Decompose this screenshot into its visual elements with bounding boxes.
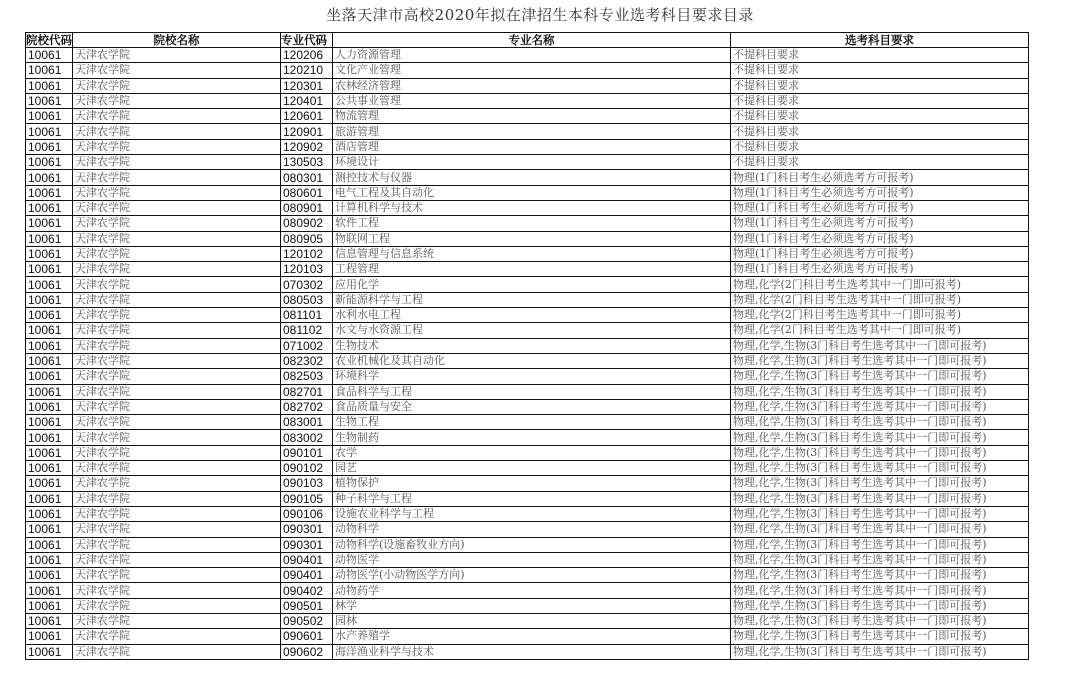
major-code-cell: 090102 <box>281 461 333 476</box>
major-code-cell: 081102 <box>281 323 333 338</box>
school-code-cell: 10061 <box>26 109 73 124</box>
table-row <box>26 430 1029 445</box>
table-row <box>26 124 1029 139</box>
document-title: 坐落天津市高校2020年拟在津招生本科专业选考科目要求目录 <box>326 6 754 24</box>
table-row <box>26 231 1029 246</box>
school-code-cell: 10061 <box>26 476 73 491</box>
school-name-cell: 天津农学院 <box>73 323 281 338</box>
school-name-cell: 天津农学院 <box>73 262 281 277</box>
school-code-cell: 10061 <box>26 124 73 139</box>
table-row <box>26 78 1029 93</box>
major-code-cell: 090401 <box>281 552 333 567</box>
major-name-cell: 电气工程及其自动化 <box>333 185 731 200</box>
major-name-cell: 工程管理 <box>333 262 731 277</box>
requirement-cell: 物理(1门科目考生必须选考方可报考) <box>731 216 1029 231</box>
school-name-cell: 天津农学院 <box>73 231 281 246</box>
major-name-cell: 农林经济管理 <box>333 78 731 93</box>
school-code-cell: 10061 <box>26 430 73 445</box>
major-code-cell: 120210 <box>281 63 333 78</box>
requirement-cell: 物理,化学,生物(3门科目考生选考其中一门即可报考) <box>731 583 1029 598</box>
table-row <box>26 445 1029 460</box>
major-name-cell: 人力资源管理 <box>333 48 731 63</box>
school-name-cell: 天津农学院 <box>73 491 281 506</box>
major-code-cell: 120102 <box>281 246 333 261</box>
requirement-cell: 物理,化学,生物(3门科目考生选考其中一门即可报考) <box>731 415 1029 430</box>
major-name-cell: 软件工程 <box>333 216 731 231</box>
major-code-cell: 090301 <box>281 522 333 537</box>
requirement-cell: 物理,化学(2门科目考生选考其中一门即可报考) <box>731 292 1029 307</box>
school-code-cell: 10061 <box>26 185 73 200</box>
major-name-cell: 水利水电工程 <box>333 308 731 323</box>
major-name-cell: 物流管理 <box>333 109 731 124</box>
requirement-cell: 物理(1门科目考生必须选考方可报考) <box>731 200 1029 215</box>
table-row <box>26 323 1029 338</box>
school-name-cell: 天津农学院 <box>73 613 281 628</box>
school-code-cell: 10061 <box>26 323 73 338</box>
school-code-cell: 10061 <box>26 552 73 567</box>
school-name-cell: 天津农学院 <box>73 93 281 108</box>
requirement-cell: 物理,化学,生物(3门科目考生选考其中一门即可报考) <box>731 430 1029 445</box>
table-row <box>26 109 1029 124</box>
school-code-cell: 10061 <box>26 200 73 215</box>
school-code-cell: 10061 <box>26 292 73 307</box>
table-row <box>26 629 1029 644</box>
school-code-cell: 10061 <box>26 506 73 521</box>
school-code-cell: 10061 <box>26 613 73 628</box>
major-name-cell: 农业机械化及其自动化 <box>333 353 731 368</box>
table-row <box>26 506 1029 521</box>
major-code-cell: 090502 <box>281 613 333 628</box>
header-major-name: 专业名称 <box>333 33 731 48</box>
school-code-cell: 10061 <box>26 231 73 246</box>
table-row <box>26 399 1029 414</box>
school-code-cell: 10061 <box>26 63 73 78</box>
major-code-cell: 083002 <box>281 430 333 445</box>
requirement-cell: 物理(1门科目考生必须选考方可报考) <box>731 262 1029 277</box>
major-code-cell: 080503 <box>281 292 333 307</box>
requirement-cell: 不提科目要求 <box>731 93 1029 108</box>
major-code-cell: 083001 <box>281 415 333 430</box>
major-name-cell: 信息管理与信息系统 <box>333 246 731 261</box>
major-code-cell: 082702 <box>281 399 333 414</box>
major-code-cell: 090105 <box>281 491 333 506</box>
major-name-cell: 应用化学 <box>333 277 731 292</box>
school-name-cell: 天津农学院 <box>73 338 281 353</box>
table-row <box>26 598 1029 613</box>
major-code-cell: 080902 <box>281 216 333 231</box>
requirement-cell: 物理,化学,生物(3门科目考生选考其中一门即可报考) <box>731 613 1029 628</box>
school-code-cell: 10061 <box>26 522 73 537</box>
major-code-cell: 081101 <box>281 308 333 323</box>
school-code-cell: 10061 <box>26 277 73 292</box>
major-name-cell: 公共事业管理 <box>333 93 731 108</box>
school-name-cell: 天津农学院 <box>73 552 281 567</box>
major-name-cell: 文化产业管理 <box>333 63 731 78</box>
table-header-row <box>26 33 1029 48</box>
school-name-cell: 天津农学院 <box>73 155 281 170</box>
header-school-name: 院校名称 <box>73 33 281 48</box>
school-name-cell: 天津农学院 <box>73 246 281 261</box>
major-code-cell: 090103 <box>281 476 333 491</box>
school-name-cell: 天津农学院 <box>73 568 281 583</box>
subject-requirements-table <box>25 32 1029 660</box>
requirement-cell: 物理,化学,生物(3门科目考生选考其中一门即可报考) <box>731 353 1029 368</box>
school-name-cell: 天津农学院 <box>73 124 281 139</box>
table-row <box>26 170 1029 185</box>
major-name-cell: 环境设计 <box>333 155 731 170</box>
table-row <box>26 353 1029 368</box>
major-name-cell: 食品质量与安全 <box>333 399 731 414</box>
requirement-cell: 物理,化学(2门科目考生选考其中一门即可报考) <box>731 277 1029 292</box>
requirement-cell: 不提科目要求 <box>731 48 1029 63</box>
major-name-cell: 计算机科学与技术 <box>333 200 731 215</box>
major-name-cell: 海洋渔业科学与技术 <box>333 644 731 659</box>
major-code-cell: 090106 <box>281 506 333 521</box>
table-row <box>26 568 1029 583</box>
major-code-cell: 130503 <box>281 155 333 170</box>
major-name-cell: 植物保护 <box>333 476 731 491</box>
school-code-cell: 10061 <box>26 139 73 154</box>
school-name-cell: 天津农学院 <box>73 506 281 521</box>
school-name-cell: 天津农学院 <box>73 598 281 613</box>
requirement-cell: 物理,化学,生物(3门科目考生选考其中一门即可报考) <box>731 506 1029 521</box>
requirement-cell: 物理,化学,生物(3门科目考生选考其中一门即可报考) <box>731 491 1029 506</box>
major-code-cell: 090301 <box>281 537 333 552</box>
school-name-cell: 天津农学院 <box>73 583 281 598</box>
table-row <box>26 552 1029 567</box>
requirement-cell: 物理,化学,生物(3门科目考生选考其中一门即可报考) <box>731 644 1029 659</box>
requirement-cell: 物理,化学,生物(3门科目考生选考其中一门即可报考) <box>731 445 1029 460</box>
requirement-cell: 物理,化学,生物(3门科目考生选考其中一门即可报考) <box>731 568 1029 583</box>
school-code-cell: 10061 <box>26 461 73 476</box>
school-name-cell: 天津农学院 <box>73 48 281 63</box>
table-row <box>26 338 1029 353</box>
school-code-cell: 10061 <box>26 369 73 384</box>
table-row <box>26 200 1029 215</box>
requirement-cell: 物理,化学,生物(3门科目考生选考其中一门即可报考) <box>731 399 1029 414</box>
school-name-cell: 天津农学院 <box>73 537 281 552</box>
major-code-cell: 120206 <box>281 48 333 63</box>
school-name-cell: 天津农学院 <box>73 292 281 307</box>
table-row <box>26 246 1029 261</box>
major-code-cell: 070302 <box>281 277 333 292</box>
major-code-cell: 082302 <box>281 353 333 368</box>
major-name-cell: 食品科学与工程 <box>333 384 731 399</box>
major-code-cell: 082701 <box>281 384 333 399</box>
school-code-cell: 10061 <box>26 445 73 460</box>
requirement-cell: 物理(1门科目考生必须选考方可报考) <box>731 231 1029 246</box>
major-name-cell: 农学 <box>333 445 731 460</box>
major-code-cell: 071002 <box>281 338 333 353</box>
school-code-cell: 10061 <box>26 170 73 185</box>
major-code-cell: 080301 <box>281 170 333 185</box>
major-name-cell: 生物工程 <box>333 415 731 430</box>
school-name-cell: 天津农学院 <box>73 277 281 292</box>
table-row <box>26 415 1029 430</box>
table-row <box>26 522 1029 537</box>
major-code-cell: 120902 <box>281 139 333 154</box>
school-code-cell: 10061 <box>26 246 73 261</box>
major-name-cell: 环境科学 <box>333 369 731 384</box>
table-row <box>26 48 1029 63</box>
school-name-cell: 天津农学院 <box>73 415 281 430</box>
header-school-code: 院校代码 <box>26 33 72 47</box>
table-row <box>26 644 1029 659</box>
school-code-cell: 10061 <box>26 155 73 170</box>
school-name-cell: 天津农学院 <box>73 216 281 231</box>
table-row <box>26 537 1029 552</box>
table-row <box>26 216 1029 231</box>
table-row <box>26 292 1029 307</box>
school-name-cell: 天津农学院 <box>73 399 281 414</box>
table-row <box>26 139 1029 154</box>
school-code-cell: 10061 <box>26 262 73 277</box>
major-code-cell: 090501 <box>281 598 333 613</box>
major-name-cell: 设施农业科学与工程 <box>333 506 731 521</box>
major-name-cell: 动物药学 <box>333 583 731 598</box>
header-subject-requirement: 选考科目要求 <box>731 33 1029 48</box>
requirement-cell: 物理,化学,生物(3门科目考生选考其中一门即可报考) <box>731 476 1029 491</box>
school-name-cell: 天津农学院 <box>73 629 281 644</box>
table-row <box>26 93 1029 108</box>
requirement-cell: 物理(1门科目考生必须选考方可报考) <box>731 185 1029 200</box>
school-name-cell: 天津农学院 <box>73 476 281 491</box>
school-name-cell: 天津农学院 <box>73 139 281 154</box>
requirement-cell: 物理,化学,生物(3门科目考生选考其中一门即可报考) <box>731 369 1029 384</box>
major-name-cell: 酒店管理 <box>333 139 731 154</box>
major-name-cell: 生物技术 <box>333 338 731 353</box>
major-code-cell: 120301 <box>281 78 333 93</box>
school-code-cell: 10061 <box>26 537 73 552</box>
major-name-cell: 园艺 <box>333 461 731 476</box>
requirement-cell: 不提科目要求 <box>731 124 1029 139</box>
major-name-cell: 动物医学 <box>333 552 731 567</box>
table-row <box>26 262 1029 277</box>
requirement-cell: 物理,化学,生物(3门科目考生选考其中一门即可报考) <box>731 537 1029 552</box>
table-row <box>26 583 1029 598</box>
major-code-cell: 090402 <box>281 583 333 598</box>
major-code-cell: 082503 <box>281 369 333 384</box>
major-code-cell: 120103 <box>281 262 333 277</box>
major-name-cell: 动物科学 <box>333 522 731 537</box>
requirement-cell: 物理,化学(2门科目考生选考其中一门即可报考) <box>731 323 1029 338</box>
major-name-cell: 动物科学(设施畜牧业方向) <box>333 537 731 552</box>
school-code-cell: 10061 <box>26 644 73 659</box>
major-name-cell: 测控技术与仪器 <box>333 170 731 185</box>
school-name-cell: 天津农学院 <box>73 644 281 659</box>
major-name-cell: 新能源科学与工程 <box>333 292 731 307</box>
major-name-cell: 旅游管理 <box>333 124 731 139</box>
school-name-cell: 天津农学院 <box>73 78 281 93</box>
school-code-cell: 10061 <box>26 399 73 414</box>
school-name-cell: 天津农学院 <box>73 369 281 384</box>
table-row <box>26 613 1029 628</box>
table-row <box>26 491 1029 506</box>
school-name-cell: 天津农学院 <box>73 200 281 215</box>
table-row <box>26 476 1029 491</box>
school-code-cell: 10061 <box>26 583 73 598</box>
school-name-cell: 天津农学院 <box>73 445 281 460</box>
major-code-cell: 120601 <box>281 109 333 124</box>
school-name-cell: 天津农学院 <box>73 109 281 124</box>
major-name-cell: 种子科学与工程 <box>333 491 731 506</box>
school-code-cell: 10061 <box>26 78 73 93</box>
major-code-cell: 090602 <box>281 644 333 659</box>
requirement-cell: 物理,化学,生物(3门科目考生选考其中一门即可报考) <box>731 384 1029 399</box>
requirement-cell: 物理,化学,生物(3门科目考生选考其中一门即可报考) <box>731 522 1029 537</box>
school-code-cell: 10061 <box>26 48 73 63</box>
major-name-cell: 物联网工程 <box>333 231 731 246</box>
requirement-cell: 物理,化学,生物(3门科目考生选考其中一门即可报考) <box>731 461 1029 476</box>
school-code-cell: 10061 <box>26 338 73 353</box>
major-name-cell: 林学 <box>333 598 731 613</box>
major-name-cell: 水文与水资源工程 <box>333 323 731 338</box>
major-code-cell: 090101 <box>281 445 333 460</box>
major-name-cell: 生物制药 <box>333 430 731 445</box>
major-code-cell: 090601 <box>281 629 333 644</box>
school-code-cell: 10061 <box>26 629 73 644</box>
school-name-cell: 天津农学院 <box>73 522 281 537</box>
requirement-cell: 物理,化学,生物(3门科目考生选考其中一门即可报考) <box>731 598 1029 613</box>
requirement-cell: 物理,化学,生物(3门科目考生选考其中一门即可报考) <box>731 338 1029 353</box>
requirement-cell: 物理(1门科目考生必须选考方可报考) <box>731 246 1029 261</box>
school-code-cell: 10061 <box>26 353 73 368</box>
requirement-cell: 物理,化学,生物(3门科目考生选考其中一门即可报考) <box>731 629 1029 644</box>
school-name-cell: 天津农学院 <box>73 63 281 78</box>
major-name-cell: 水产养殖学 <box>333 629 731 644</box>
table-row <box>26 369 1029 384</box>
table-row <box>26 155 1029 170</box>
table-body <box>26 48 1029 660</box>
requirement-cell: 不提科目要求 <box>731 78 1029 93</box>
table-row <box>26 461 1029 476</box>
requirement-cell: 不提科目要求 <box>731 63 1029 78</box>
requirement-cell: 物理(1门科目考生必须选考方可报考) <box>731 170 1029 185</box>
school-name-cell: 天津农学院 <box>73 353 281 368</box>
school-code-cell: 10061 <box>26 598 73 613</box>
major-name-cell: 园林 <box>333 613 731 628</box>
school-name-cell: 天津农学院 <box>73 430 281 445</box>
requirement-cell: 不提科目要求 <box>731 139 1029 154</box>
requirement-cell: 物理,化学,生物(3门科目考生选考其中一门即可报考) <box>731 552 1029 567</box>
requirement-cell: 不提科目要求 <box>731 109 1029 124</box>
school-code-cell: 10061 <box>26 384 73 399</box>
table-row <box>26 63 1029 78</box>
major-name-cell: 动物医学(小动物医学方向) <box>333 568 731 583</box>
school-name-cell: 天津农学院 <box>73 185 281 200</box>
table-row <box>26 185 1029 200</box>
school-name-cell: 天津农学院 <box>73 461 281 476</box>
requirement-cell: 物理,化学(2门科目考生选考其中一门即可报考) <box>731 308 1029 323</box>
header-major-code: 专业代码 <box>281 33 333 48</box>
major-code-cell: 120901 <box>281 124 333 139</box>
table-row <box>26 384 1029 399</box>
school-code-cell: 10061 <box>26 415 73 430</box>
major-code-cell: 080905 <box>281 231 333 246</box>
school-code-cell: 10061 <box>26 93 73 108</box>
major-code-cell: 120401 <box>281 93 333 108</box>
requirement-cell: 不提科目要求 <box>731 155 1029 170</box>
school-code-cell: 10061 <box>26 491 73 506</box>
major-code-cell: 080901 <box>281 200 333 215</box>
school-code-cell: 10061 <box>26 216 73 231</box>
school-name-cell: 天津农学院 <box>73 308 281 323</box>
school-name-cell: 天津农学院 <box>73 170 281 185</box>
table-row <box>26 308 1029 323</box>
table-row <box>26 277 1029 292</box>
school-code-cell: 10061 <box>26 568 73 583</box>
school-code-cell: 10061 <box>26 308 73 323</box>
school-name-cell: 天津农学院 <box>73 384 281 399</box>
major-code-cell: 080601 <box>281 185 333 200</box>
major-code-cell: 090401 <box>281 568 333 583</box>
